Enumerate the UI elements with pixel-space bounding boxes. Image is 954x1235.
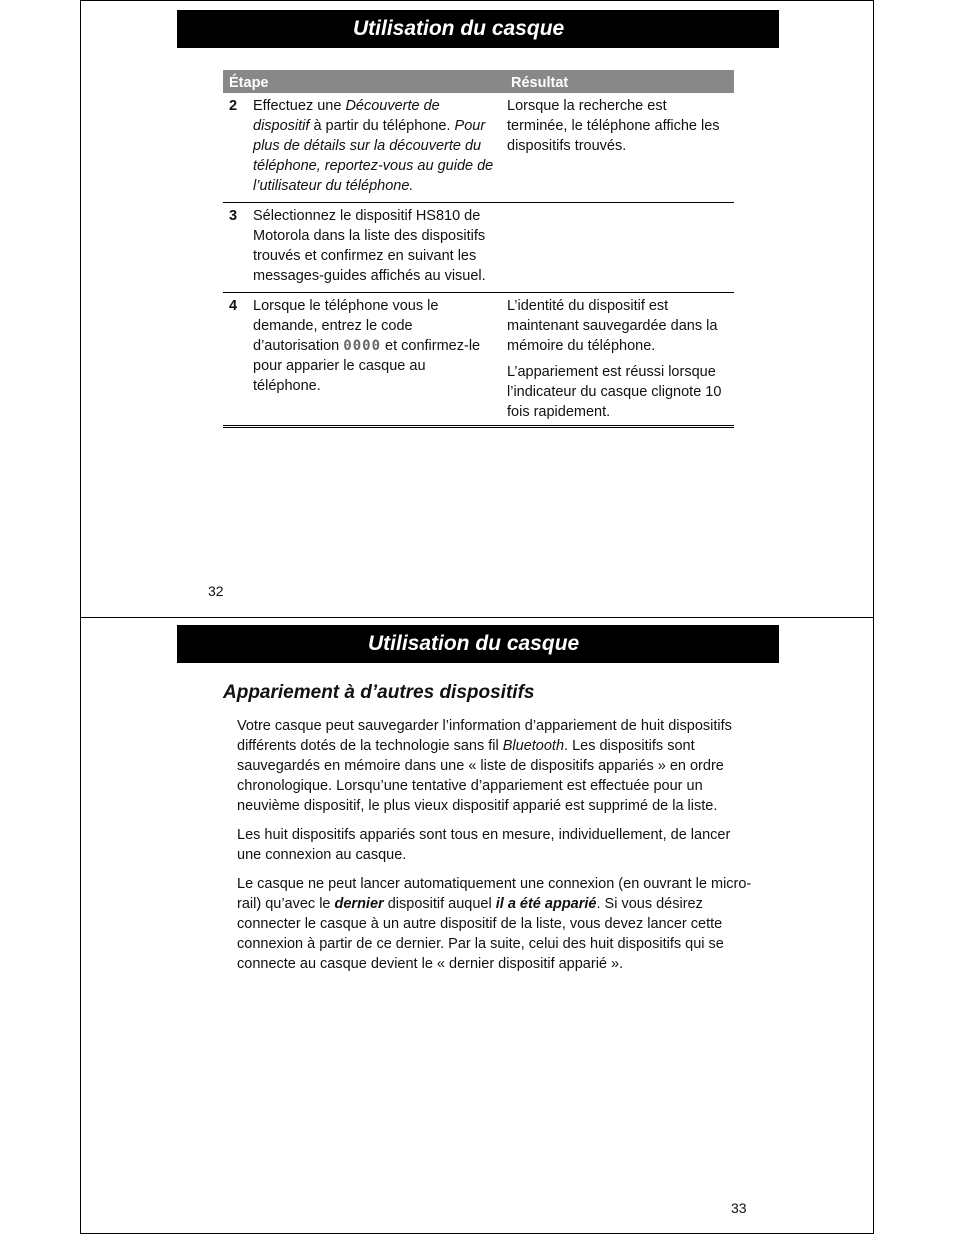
paragraph-text: . Les dispositifs sont sauvegardés en mémoire dans une « liste de dispositifs appariés » en ordre chronologique. Lorsqu’une tentative d’appariement est effectuée pour un neuvième dispositif, le plus vieux dispositif apparié est supprimé de la liste. [237,738,724,814]
page-number: 32 [208,583,224,599]
header-result: Résultat [505,70,734,93]
step-number: 4 [223,293,253,427]
step-number: 2 [223,93,253,203]
table-row [223,293,734,427]
emphasis: dernier [334,896,384,912]
table-row [223,93,734,203]
action-text: Lorsque le téléphone vous le demande, entrez le code d’autorisation [253,298,439,354]
paragraph: Les huit dispositifs appariés sont tous en mesure, individuellement, de lancer une connexion au casque. [237,827,731,863]
table-header [223,70,734,93]
action-text: à partir du téléphone. [309,118,455,134]
step-action [253,93,505,203]
action-emphasis: Découverte de dispositif [253,98,440,134]
table-row [223,203,734,293]
paragraph-text: dispositif auquel [383,896,496,912]
result-paragraph: L’appariement est réussi lorsque l’indicateur du casque clignote 10 fois rapidement. [507,364,722,420]
page-right [80,617,874,1234]
step-result [505,203,734,293]
paragraph [237,874,757,974]
page-number: 33 [731,1200,747,1216]
page-left [80,0,874,618]
paragraph [237,716,757,816]
step-result: Lorsque la recherche est terminée, le téléphone affiche les dispositifs trouvés. [505,93,734,203]
passcode: 0000 [343,338,381,354]
steps-table [223,70,734,428]
emphasis: il a été apparié [495,896,597,912]
step-action [253,293,505,427]
action-text: Effectuez une [253,98,346,114]
step-number: 3 [223,203,253,293]
body-text [237,716,757,983]
paragraph-text: Le casque ne peut lancer automatiquement une connexion (en ouvrant le micro-rail) qu’avec le [237,876,752,912]
action-note: Pour plus de détails sur la découverte du téléphone, reportez-vous au guide de l’utilisateur du téléphone. [253,118,494,194]
paragraph-text: . Si vous désirez connecter le casque à un autre dispositif de la liste, vous devez lancer cette connexion à partir de ce dernier. Par la suite, celui des huit dispositifs qui se connecte au casque devient le « dernier dispositif apparié ». [237,896,724,972]
step-action: Sélectionnez le dispositif HS810 de Motorola dans la liste des dispositifs trouvés et confirmez en suivant les messages-guides affichés au visuel. [253,203,505,293]
paragraph-text: Votre casque peut sauvegarder l’information d’appariement de huit dispositifs différents dotés de la technologie sans fil [237,718,732,754]
brand-term: Bluetooth [502,738,565,754]
result-paragraph: L’identité du dispositif est maintenant sauvegardée dans la mémoire du téléphone. [507,298,718,354]
action-text: et confirmez-le pour apparier le casque au téléphone. [253,338,481,394]
header-step: Étape [223,70,505,93]
step-result [505,293,734,427]
section-title: Appariement à d’autres dispositifs [223,682,535,703]
chapter-banner: Utilisation du casque [177,625,779,663]
chapter-banner: Utilisation du casque [177,10,779,48]
